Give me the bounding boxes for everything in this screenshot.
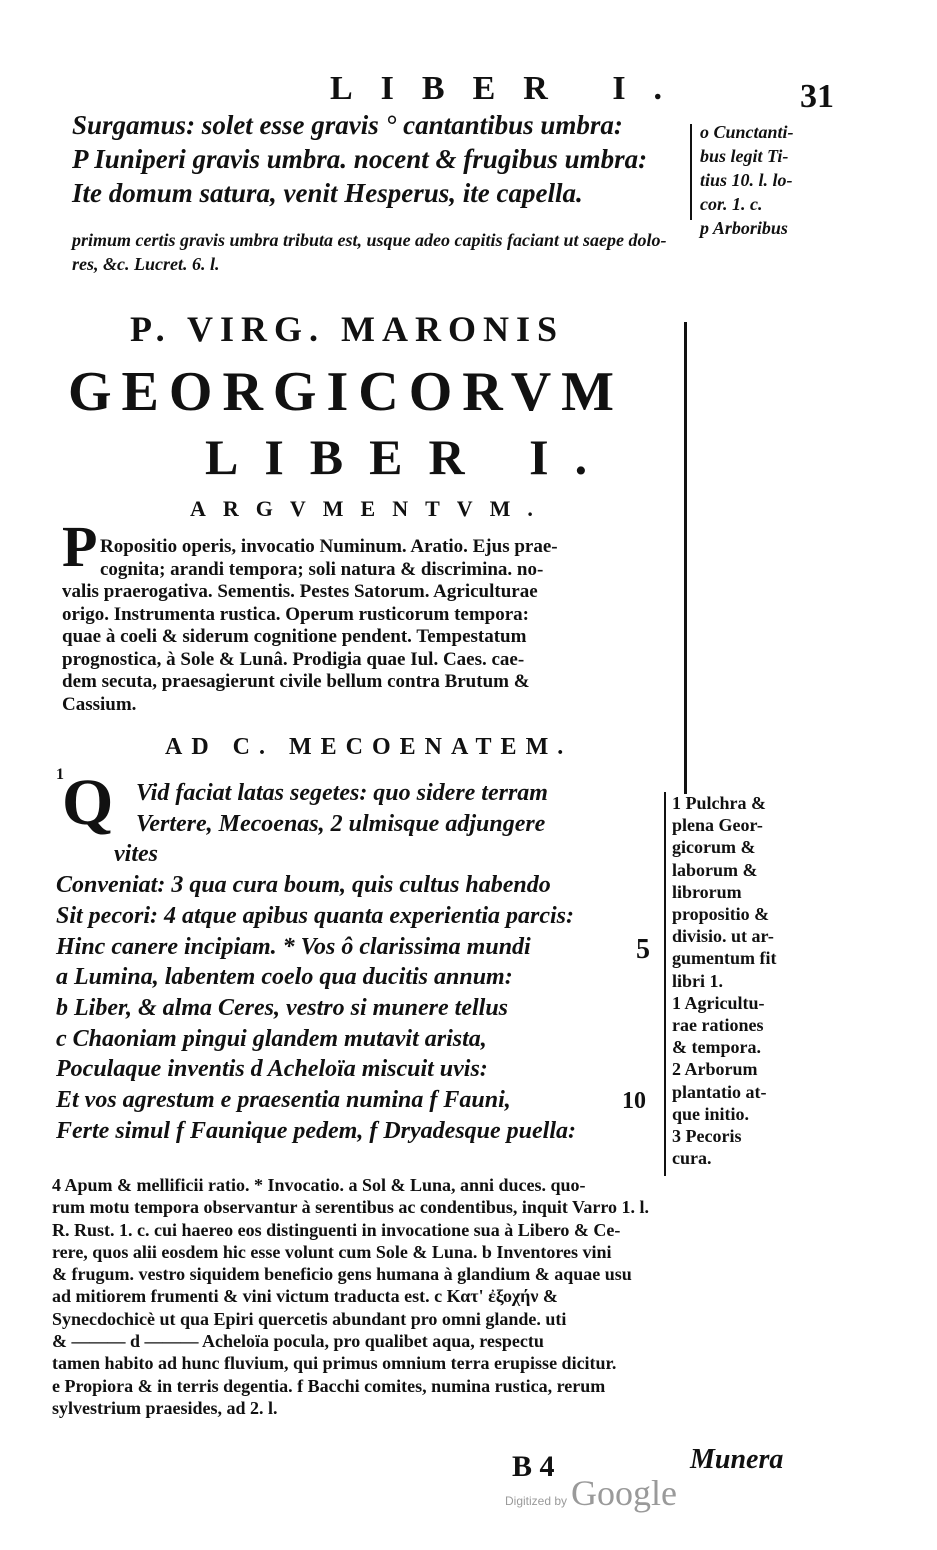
line-number-10: 10 xyxy=(622,1088,646,1114)
footnote-line: sylvestrium praesides, ad 2. l. xyxy=(52,1397,278,1418)
verse-line: a Lumina, labentem coelo qua ducitis annum: xyxy=(56,964,513,991)
verse-line: vites xyxy=(114,841,158,868)
footnote-line: res, &c. Lucret. 6. l. xyxy=(72,254,220,274)
verse-line: c Chaoniam pingui glandem mutavit arista, xyxy=(56,1025,487,1052)
margin-note-line: tius 10. l. lo- xyxy=(700,170,793,190)
main-column-rule xyxy=(684,322,687,794)
verse-line: b Liber, & alma Ceres, vestro si munere tellus xyxy=(56,994,509,1021)
footnote-line: tamen habito ad hunc fluvium, qui primus omnium terra erupisse dicitur. xyxy=(52,1353,617,1374)
verse-line: Ferte simul f Faunique pedem, f Dryadesque puella: xyxy=(56,1117,576,1144)
verse-drop-cap: Q xyxy=(62,766,114,839)
side-note-line: 2 Arborum xyxy=(672,1059,758,1080)
top-verse-block xyxy=(72,108,647,210)
margin-note-line: p Arboribus xyxy=(700,218,788,238)
footnote-line: primum certis gravis umbra tributa est, usque adeo capitis faciant ut saepe dolo- xyxy=(72,230,667,250)
verse-line: P Iuniperi gravis umbra. nocent & frugibus umbra: xyxy=(72,144,648,174)
watermark-brand: Google xyxy=(571,1473,678,1513)
book-title: GEORGICORVM xyxy=(68,361,625,423)
verse-line: Conveniat: 3 qua cura boum, quis cultus habendo xyxy=(56,872,551,899)
margin-note-line: cor. 1. c. xyxy=(700,194,763,214)
footnote-line: 4 Apum & mellificii ratio. * Invocatio. a Sol & Luna, anni duces. quo- xyxy=(52,1175,586,1195)
verse-line: Ite domum satura, venit Hesperus, ite capella. xyxy=(72,178,583,208)
author-line: P. VIRG. MARONIS xyxy=(130,309,565,349)
argument-line: cognita; arandi tempora; soli natura & discrimina. no- xyxy=(100,558,544,580)
footnote-line: Synecdochicè ut qua Epiri quercetis abundant pro omni glande. uti xyxy=(52,1308,567,1329)
side-note-line: laborum & xyxy=(672,859,758,880)
page-number: 31 xyxy=(800,78,834,115)
argument-line: valis praerogativa. Sementis. Pestes Satorum. Agriculturae xyxy=(62,581,538,602)
running-head: LIBER I. xyxy=(330,70,691,107)
footnote-line: & ——— d ——— Acheloïa pocula, pro qualibet aqua, respectu xyxy=(52,1331,544,1352)
verse-block xyxy=(56,778,576,1146)
argument-line: dem secuta, praesagierunt civile bellum contra Brutum & xyxy=(62,671,530,692)
side-notes xyxy=(672,792,777,1169)
side-note-line: gumentum fit xyxy=(672,948,777,969)
side-note-line: librorum xyxy=(672,881,742,902)
argument-text xyxy=(62,536,558,716)
side-note-line: plantatio at- xyxy=(672,1081,767,1102)
side-note-line: propositio & xyxy=(672,904,770,925)
side-note-line: libri 1. xyxy=(672,970,724,991)
watermark-prefix: Digitized by xyxy=(505,1494,568,1508)
top-margin-rule xyxy=(690,124,692,220)
argument-line: origo. Instrumenta rustica. Operum rusticorum tempora: xyxy=(62,603,530,625)
argument-drop-cap: P xyxy=(62,514,98,579)
side-note-line: 1 Pulchra & xyxy=(672,793,766,813)
side-notes-rule xyxy=(664,792,666,1176)
signature-mark: B 4 xyxy=(512,1450,555,1483)
verse-line: Poculaque inventis d Acheloïa miscuit uvis: xyxy=(56,1056,488,1083)
verse-note-marker: 1 xyxy=(56,766,64,783)
book-subtitle: LIBER I. xyxy=(205,429,614,485)
margin-note-line: o Cunctanti- xyxy=(700,122,794,142)
side-note-line: cura. xyxy=(672,1148,712,1169)
side-note-line: 3 Pecoris xyxy=(672,1126,742,1147)
side-note-line: rae rationes xyxy=(672,1015,764,1036)
verse-line: Hinc canere incipiam. * Vos ô clarissima mundi xyxy=(56,933,531,960)
side-note-line: plena Geor- xyxy=(672,815,763,836)
footnote-line: ad mitiorem frumenti & vini victum traducta est. c Κατ' ἐξοχήν & xyxy=(52,1286,558,1307)
side-note-line: divisio. ut ar- xyxy=(672,926,774,947)
top-margin-notes xyxy=(700,120,794,240)
verse-line: Sit pecori: 4 atque apibus quanta experientia parcis: xyxy=(56,902,575,929)
verse-line: Et vos agrestum e praesentia numina f Fauni, xyxy=(56,1087,511,1114)
footnote-line: & frugum. vestro siquidem beneficio gens humana à glandium & aquae usu xyxy=(52,1264,632,1285)
digitized-watermark xyxy=(505,1472,677,1514)
verse-line: Surgamus: solet esse gravis ° cantantibus umbra: xyxy=(72,110,623,140)
argument-line: Ropositio operis, invocatio Numinum. Aratio. Ejus prae- xyxy=(100,536,558,557)
line-number-5: 5 xyxy=(636,934,650,965)
footnote-line: e Propiora & in terris degentia. f Bacchi comites, numina rustica, rerum xyxy=(52,1375,606,1396)
side-note-line: que initio. xyxy=(672,1103,750,1124)
footnote-line: R. Rust. 1. c. cui haereo eos distinguenti in invocatione sua à Libero & Ce- xyxy=(52,1219,621,1240)
catchword: Munera xyxy=(690,1444,784,1475)
side-note-line: 1 Agricultu- xyxy=(672,992,765,1013)
side-note-line: gicorum & xyxy=(672,837,756,858)
argument-line: Cassium. xyxy=(62,693,137,715)
margin-note-line: bus legit Ti- xyxy=(700,146,789,166)
argumentum-heading: ARGVMENTVM. xyxy=(190,496,550,521)
dedication-heading: AD C. MECOENATEM. xyxy=(165,734,573,760)
argument-line: quae à coeli & siderum cognitione pendent. Tempestatum xyxy=(62,626,527,647)
footnote-line: rere, quos alii eosdem hic esse volunt cum Sole & Luna. b Inventores vini xyxy=(52,1241,612,1262)
top-footnote xyxy=(72,228,667,276)
footnotes xyxy=(52,1174,649,1419)
verse-line: Vid faciat latas segetes: quo sidere terram xyxy=(136,780,548,806)
argument-line: prognostica, à Sole & Lunâ. Prodigia quae Iul. Caes. cae- xyxy=(62,648,525,670)
footnote-line: rum motu tempora observantur à serentibus ac condentibus, inquit Varro 1. l. xyxy=(52,1197,650,1218)
verse-line: Vertere, Mecoenas, 2 ulmisque adjungere xyxy=(136,810,546,837)
side-note-line: & tempora. xyxy=(672,1037,761,1058)
